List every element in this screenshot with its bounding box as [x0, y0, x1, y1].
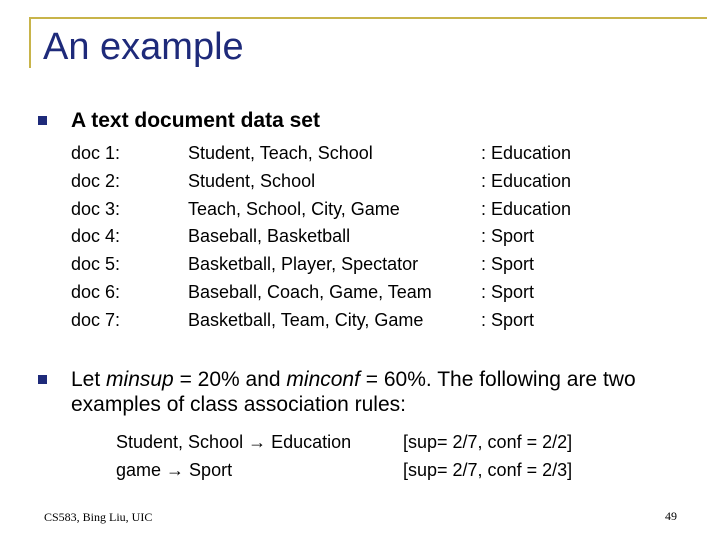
doc-words: Student, School: [188, 170, 316, 191]
minconf-term: minconf: [286, 368, 360, 391]
doc-words: Basketball, Team, City, Game: [188, 309, 424, 330]
page-number: 49: [665, 509, 677, 523]
doc-id: doc 5:: [71, 254, 121, 275]
rule-lhs: Student, School: [116, 432, 244, 452]
doc-words: Baseball, Coach, Game, Team: [188, 281, 432, 302]
rule-stats: [sup= 2/7, conf = 2/2]: [403, 432, 573, 452]
arrow-right-icon: →: [161, 460, 190, 480]
para-text: Let: [71, 368, 107, 391]
doc-id: doc 2:: [71, 170, 121, 191]
doc-class: : Education: [481, 143, 572, 163]
rule-stats: [sup= 2/7, conf = 2/3]: [403, 460, 573, 480]
rule-body: [116, 428, 351, 456]
doc-words: Teach, School, City, Game: [188, 198, 400, 219]
doc-words: Baseball, Basketball: [188, 226, 351, 247]
section-heading: A text document data set: [71, 109, 320, 132]
footer-course: CS583, Bing Liu, UIC: [44, 510, 153, 524]
doc-id: doc 3:: [71, 198, 121, 219]
doc-words: Student, Teach, School: [188, 143, 373, 163]
square-bullet-icon: [38, 375, 47, 384]
arrow-right-icon: →: [243, 432, 272, 452]
rule-lhs: game: [116, 460, 162, 480]
square-bullet-icon: [38, 116, 47, 125]
minsup-term: minsup: [106, 368, 174, 391]
para-text: = 60%. The following are two examples of class association rules:: [71, 368, 636, 416]
para-text: = 20% and: [173, 368, 287, 391]
doc-class: : Sport: [481, 226, 535, 247]
rule-body: [116, 456, 232, 484]
doc-class: : Sport: [481, 281, 535, 302]
doc-class: : Education: [481, 170, 572, 191]
doc-id: doc 4:: [71, 226, 121, 247]
title-frame-left: [29, 17, 31, 68]
doc-class: : Sport: [481, 254, 535, 275]
rules-intro-paragraph: [71, 367, 701, 417]
doc-id: doc 1:: [71, 143, 121, 163]
rule-rhs: Education: [271, 432, 352, 452]
doc-class: : Sport: [481, 309, 535, 330]
doc-class: : Education: [481, 198, 572, 219]
doc-id: doc 7:: [71, 309, 121, 330]
title-frame-top: [29, 17, 707, 19]
rule-rhs: Sport: [189, 460, 233, 480]
doc-id: doc 6:: [71, 281, 121, 302]
slide-title: An example: [43, 26, 244, 68]
doc-words: Basketball, Player, Spectator: [188, 254, 419, 275]
